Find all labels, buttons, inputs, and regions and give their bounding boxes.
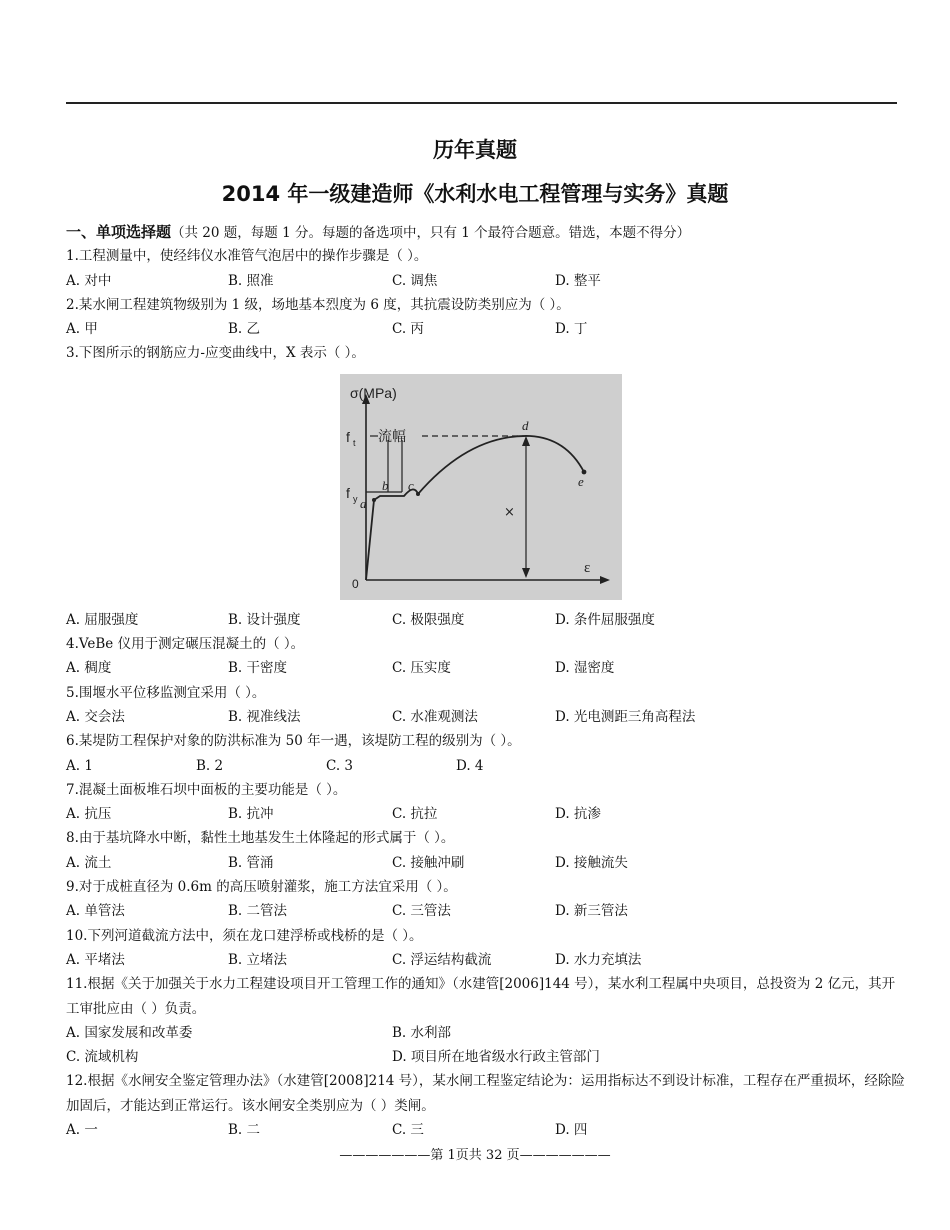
option-b: B. 设计强度 xyxy=(228,611,301,628)
point-e-label: e xyxy=(578,473,584,489)
page-title: 历年真题 xyxy=(433,138,517,162)
option-b: B. 干密度 xyxy=(228,660,288,677)
option-a: A. 甲 xyxy=(66,321,98,338)
option-c: C. 抗拉 xyxy=(392,806,438,823)
option-d: D. 接触流失 xyxy=(555,854,628,871)
question-text: 1.工程测量中，使经纬仪水准管气泡居中的操作步骤是（ ）。 xyxy=(66,248,428,265)
point-c-label: c xyxy=(408,477,414,493)
stress-strain-curve xyxy=(366,436,584,580)
option-row xyxy=(66,1021,906,1045)
point-a-dot xyxy=(372,498,376,502)
point-d-label: d xyxy=(522,417,529,433)
option-c: C. 接触冲刷 xyxy=(392,854,465,871)
option-c: C. 压实度 xyxy=(392,660,451,677)
plateau-label: 流幅 xyxy=(378,428,406,445)
option-b: B. 二管法 xyxy=(228,903,288,920)
y-axis-label: σ(MPa) xyxy=(350,384,397,401)
fy-subscript: y xyxy=(353,493,358,504)
option-c: C. 极限强度 xyxy=(392,611,465,628)
option-b: B. 二 xyxy=(228,1122,261,1139)
stress-strain-figure xyxy=(340,374,622,600)
question-text: 10.下列河道截流方法中，须在龙口建浮桥或栈桥的是（ ）。 xyxy=(66,927,423,944)
fu-subscript: t xyxy=(353,437,356,448)
option-b: B. 视准线法 xyxy=(228,708,301,725)
option-d: D. 整平 xyxy=(555,272,601,289)
option-c: C. 三管法 xyxy=(392,903,451,920)
point-b-label: b xyxy=(382,477,389,493)
section-heading xyxy=(66,220,906,244)
option-b: B. 抗冲 xyxy=(228,806,274,823)
option-c: C. 浮运结构截流 xyxy=(392,951,492,968)
question-text: 4.VeBe 仪用于测定碾压混凝土的（ ）。 xyxy=(66,636,305,653)
option-a: A. 平堵法 xyxy=(66,951,125,968)
exam-title: 2014 年一级建造师《水利水电工程管理与实务》真题 xyxy=(221,182,729,206)
option-d: D. 光电测距三角高程法 xyxy=(555,708,696,725)
option-row xyxy=(66,754,906,778)
question-text: 6.某堤防工程保护对象的防洪标准为 50 年一遇，该堤防工程的级别为（ ）。 xyxy=(66,733,521,750)
x-axis-label: ε xyxy=(584,559,591,576)
point-c-dot xyxy=(416,492,420,496)
question-list xyxy=(66,220,906,1142)
option-a: A. 稠度 xyxy=(66,660,112,677)
option-a: A. 对中 xyxy=(66,272,112,289)
x-axis-arrow xyxy=(600,576,610,584)
question-text: 7.混凝土面板堆石坝中面板的主要功能是（ ）。 xyxy=(66,781,347,798)
question-text: 8.由于基坑降水中断，黏性土地基发生土体隆起的形式属于（ ）。 xyxy=(66,830,455,847)
option-row xyxy=(66,948,906,972)
option-a: A. 交会法 xyxy=(66,708,125,725)
option-b: B. 管涌 xyxy=(228,854,274,871)
option-d: D. 新三管法 xyxy=(555,903,628,920)
option-c: C. 流域机构 xyxy=(66,1049,139,1066)
option-a: A. 流土 xyxy=(66,854,112,871)
option-a: A. 国家发展和改革委 xyxy=(66,1024,193,1041)
option-a: A. 1 xyxy=(66,757,93,774)
option-b: B. 照准 xyxy=(228,272,274,289)
option-a: A. 屈服强度 xyxy=(66,611,139,628)
option-a: A. 单管法 xyxy=(66,903,125,920)
option-c: C. 水准观测法 xyxy=(392,708,478,725)
option-d: D. 4 xyxy=(456,757,484,774)
option-row xyxy=(66,1118,906,1142)
option-b: B. 2 xyxy=(196,757,224,774)
option-a: A. 抗压 xyxy=(66,806,112,823)
x-dimension-arrow-bottom xyxy=(522,568,530,578)
question-text: 5.围堰水平位移监测宜采用（ ）。 xyxy=(66,684,266,701)
option-b: B. 乙 xyxy=(228,321,261,338)
option-row xyxy=(66,899,906,923)
option-d: D. 水力充填法 xyxy=(555,951,642,968)
page-footer: ———————第 1页共 32 页——————— xyxy=(339,1148,611,1163)
option-row xyxy=(66,851,906,875)
question-text: 3.下图所示的钢筋应力-应变曲线中，X 表示（ ）。 xyxy=(66,345,365,362)
option-row xyxy=(66,608,906,632)
option-c: C. 丙 xyxy=(392,321,424,338)
question-text: 12.根据《水闸安全鉴定管理办法》（水建管[2008]214 号），某水闸工程鉴定结论为：运用指标达不到设计标准，工程存在严重损坏，经除险加固后，才能达到正常运行。该水闸安全类别应为（ ）类闸。 xyxy=(66,1073,905,1114)
option-d: D. 湿密度 xyxy=(555,660,615,677)
option-c: C. 调焦 xyxy=(392,272,438,289)
option-c: C. 三 xyxy=(392,1122,424,1139)
option-row xyxy=(66,656,906,680)
fy-label: f xyxy=(346,484,350,501)
origin-label: 0 xyxy=(352,576,359,591)
option-b: B. 水利部 xyxy=(392,1024,452,1041)
option-c: C. 3 xyxy=(326,757,354,774)
x-marker: × xyxy=(504,504,515,520)
option-row xyxy=(66,802,906,826)
x-dimension-arrow-top xyxy=(522,436,530,446)
question-text: 11.根据《关于加强关于水力工程建设项目开工管理工作的通知》（水建管[2006]144 号），某水利工程属中央项目，总投资为 2 亿元，其开工审批应由（ ）负责。 xyxy=(66,976,896,1017)
point-a-label: a xyxy=(360,495,367,511)
option-d: D. 项目所在地省级水行政主管部门 xyxy=(392,1049,600,1066)
option-row xyxy=(66,317,906,341)
option-b: B. 立堵法 xyxy=(228,951,288,968)
option-row xyxy=(66,1045,906,1069)
option-a: A. 一 xyxy=(66,1122,98,1139)
option-d: D. 丁 xyxy=(555,321,588,338)
question-text: 2.某水闸工程建筑物级别为 1 级，场地基本烈度为 6 度，其抗震设防类别应为（ ）。 xyxy=(66,296,570,313)
option-row xyxy=(66,269,906,293)
header-rule xyxy=(66,102,897,104)
section-note: （共 20 题，每题 1 分。每题的备选项中，只有 1 个最符合题意。错选，本题不得分） xyxy=(171,225,691,241)
stress-strain-chart xyxy=(340,374,622,600)
option-d: D. 条件屈服强度 xyxy=(555,611,655,628)
option-d: D. 抗渗 xyxy=(555,806,601,823)
option-row xyxy=(66,705,906,729)
question-text: 9.对于成桩直径为 0.6m 的高压喷射灌浆，施工方法宜采用（ ）。 xyxy=(66,879,457,896)
option-d: D. 四 xyxy=(555,1122,588,1139)
fu-label: f xyxy=(346,428,350,445)
section-title: 一、单项选择题 xyxy=(66,223,172,241)
